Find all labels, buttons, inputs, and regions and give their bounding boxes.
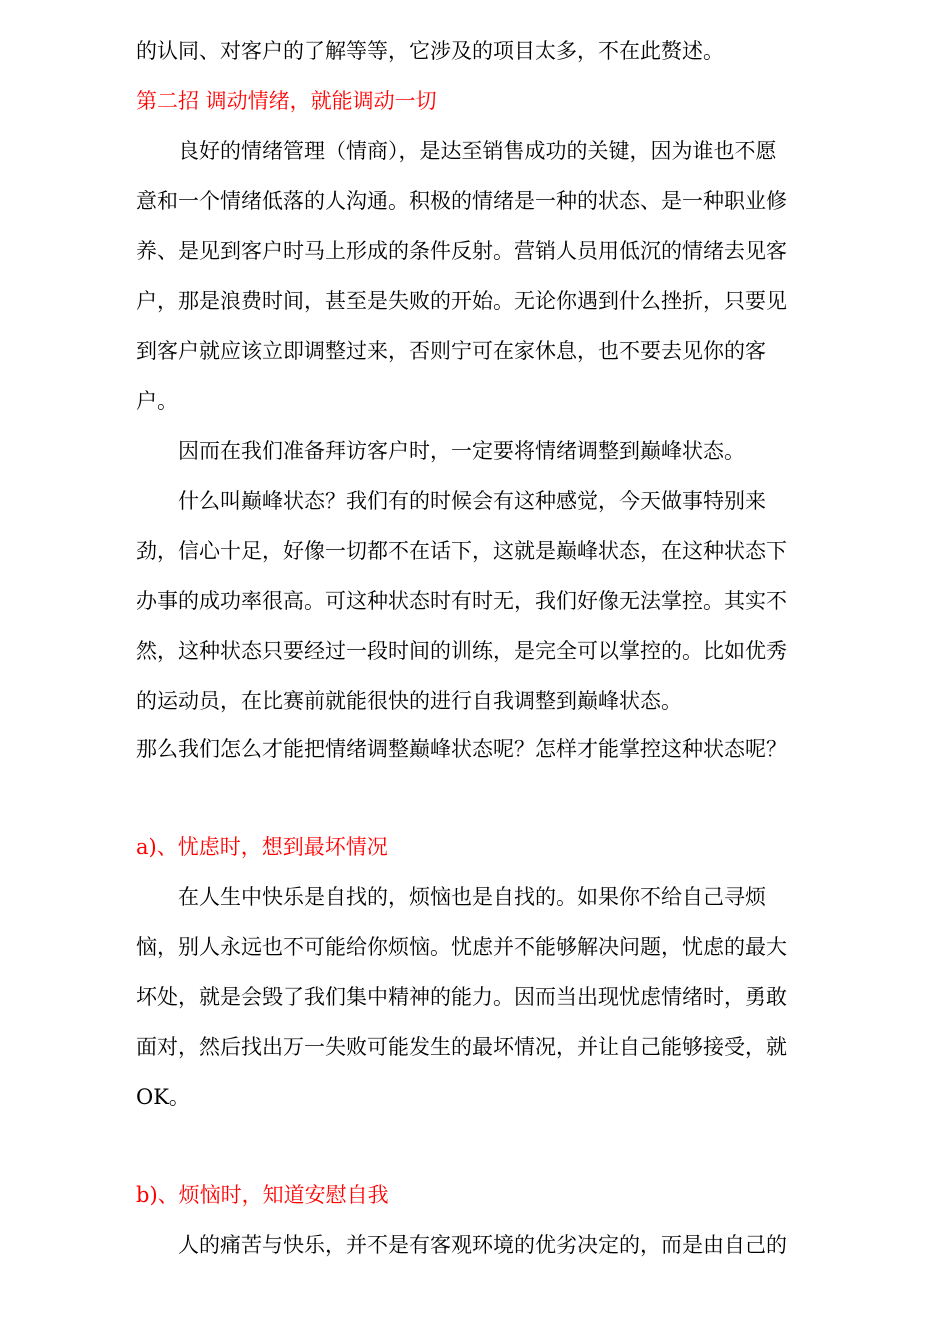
paragraph-line: 到客户就应该立即调整过来，否则宁可在家休息，也不要去见你的客	[136, 339, 766, 363]
paragraph-line: 因而在我们准备拜访客户时，一定要将情绪调整到巅峰状态。	[178, 439, 745, 463]
paragraph-line: 在人生中快乐是自找的，烦恼也是自找的。如果你不给自己寻烦	[178, 885, 766, 909]
paragraph-line: 意和一个情绪低落的人沟通。积极的情绪是一种的状态、是一种职业修	[136, 189, 787, 213]
paragraph-line: 户，那是浪费时间，甚至是失败的开始。无论你遇到什么挫折，只要见	[136, 289, 787, 313]
paragraph-line: 的运动员，在比赛前就能很快的进行自我调整到巅峰状态。	[136, 689, 682, 713]
subsection-heading-b: b)、烦恼时，知道安慰自我	[136, 1183, 389, 1207]
paragraph-line: 然，这种状态只要经过一段时间的训练，是完全可以掌控的。比如优秀	[136, 639, 787, 663]
paragraph-line: 恼，别人永远也不可能给你烦恼。忧虑并不能够解决问题，忧虑的最大	[136, 935, 787, 959]
paragraph-line: 什么叫巅峰状态？我们有的时候会有这种感觉，今天做事特别来	[178, 489, 766, 513]
section-heading-2: 第二招 调动情绪，就能调动一切	[136, 89, 437, 113]
paragraph-line: 那么我们怎么才能把情绪调整巅峰状态呢？怎样才能掌控这种状态呢？	[136, 737, 787, 761]
paragraph-line: 人的痛苦与快乐，并不是有客观环境的优劣决定的，而是由自己的	[178, 1233, 787, 1257]
subsection-heading-a: a)、忧虑时，想到最坏情况	[136, 835, 388, 859]
paragraph-line: 良好的情绪管理（情商），是达至销售成功的关键，因为谁也不愿	[178, 139, 777, 163]
paragraph-line: 的认同、对客户的了解等等，它涉及的项目太多，不在此赘述。	[136, 39, 724, 63]
paragraph-line: OK。	[136, 1085, 190, 1109]
paragraph-line: 户。	[136, 389, 178, 413]
paragraph-line: 面对，然后找出万一失败可能发生的最坏情况，并让自己能够接受，就	[136, 1035, 787, 1059]
paragraph-line: 劲，信心十足，好像一切都不在话下，这就是巅峰状态，在这种状态下	[136, 539, 787, 563]
paragraph-line: 办事的成功率很高。可这种状态时有时无，我们好像无法掌控。其实不	[136, 589, 787, 613]
paragraph-line: 坏处，就是会毁了我们集中精神的能力。因而当出现忧虑情绪时，勇敢	[136, 985, 787, 1009]
paragraph-line: 养、是见到客户时马上形成的条件反射。营销人员用低沉的情绪去见客	[136, 239, 787, 263]
